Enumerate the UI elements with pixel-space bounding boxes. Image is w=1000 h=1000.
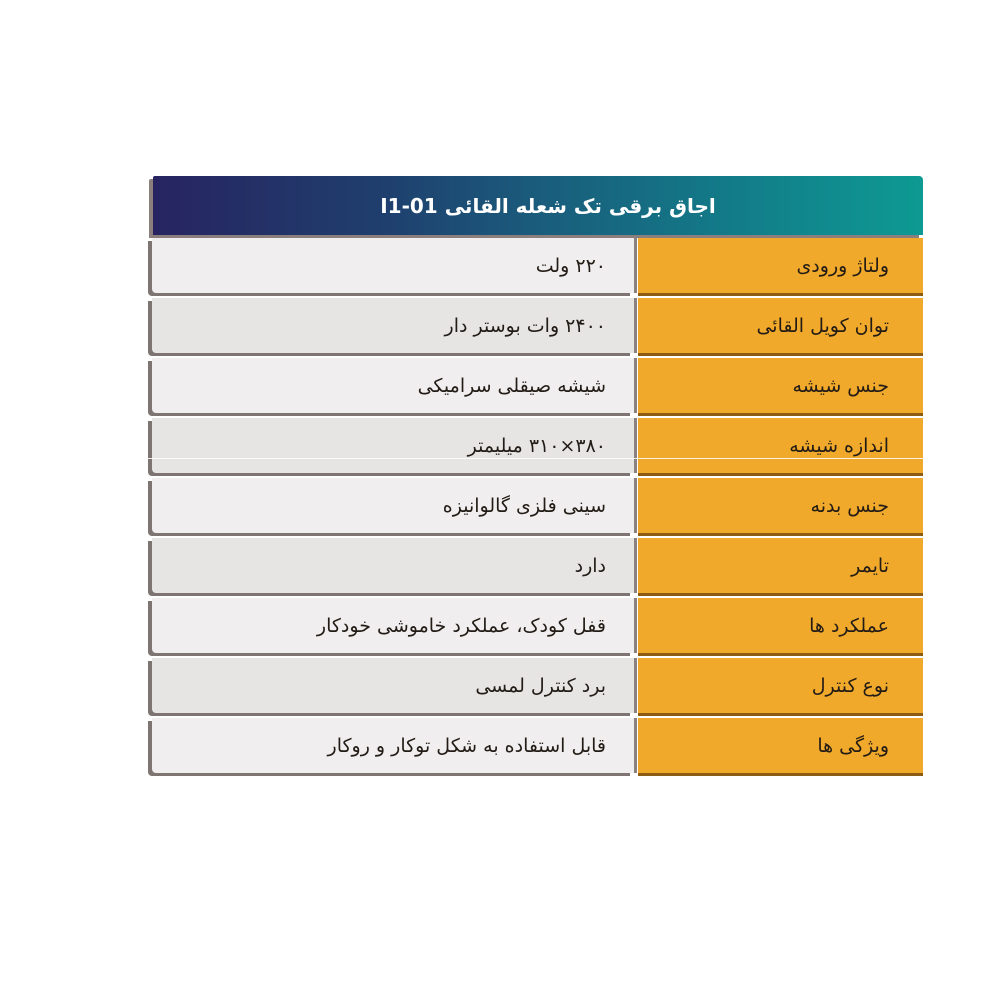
label-cell [638,418,923,473]
label-cell [638,238,923,293]
value-text: قابل استفاده به شکل توکار و روکار [327,734,606,757]
table-row-features [148,718,924,778]
value-cell [152,658,634,713]
value-cell [152,538,634,593]
value-text: برد کنترل لمسی [475,674,606,697]
label-text: اندازه شیشه [789,434,889,457]
label-cell [638,358,923,413]
label-cell [638,718,923,773]
label-text: نوع کنترل [811,674,889,697]
label-text: جنس شیشه [792,374,889,397]
table-row-timer [148,538,924,598]
value-cell [152,478,634,533]
value-cell [152,298,634,353]
value-cell [152,358,634,413]
value-text: ۲۲۰ ولت [535,254,606,277]
product-title: اجاق برقی تک شعله القائی I1-01 [380,193,716,218]
value-text: قفل کودک، عملکرد خاموشی خودکار [316,614,606,637]
value-cell [152,598,634,653]
table-row-functions [148,598,924,658]
label-text: تایمر [851,554,889,577]
label-cell [638,478,923,533]
table-row-coil-power [148,298,924,358]
label-cell [638,598,923,653]
label-text: ویژگی ها [817,734,889,757]
table-row-input-voltage [148,238,924,298]
value-text: دارد [574,554,606,577]
label-text: جنس بدنه [810,494,889,517]
table-row-control-type [148,658,924,718]
table-row-glass-size [148,418,924,478]
value-cell [152,718,634,773]
label-text: عملکرد ها [809,614,889,637]
label-cell [638,658,923,713]
label-cell [638,298,923,353]
value-text: سینی فلزی گالوانیزه [442,494,606,517]
value-cell [152,238,634,293]
label-cell [638,538,923,593]
value-text: ۳۸۰×۳۱۰ میلیمتر [467,434,606,457]
table-row-body-material [148,478,924,538]
value-cell [152,418,634,473]
table-row-glass-material [148,358,924,418]
value-text: شیشه صیقلی سرامیکی [417,374,606,397]
label-text: ولتاژ ورودی [796,254,889,277]
label-text: توان کویل القائی [756,314,889,337]
table-header [153,176,923,235]
value-text: ۲۴۰۰ وات بوستر دار [444,314,606,337]
